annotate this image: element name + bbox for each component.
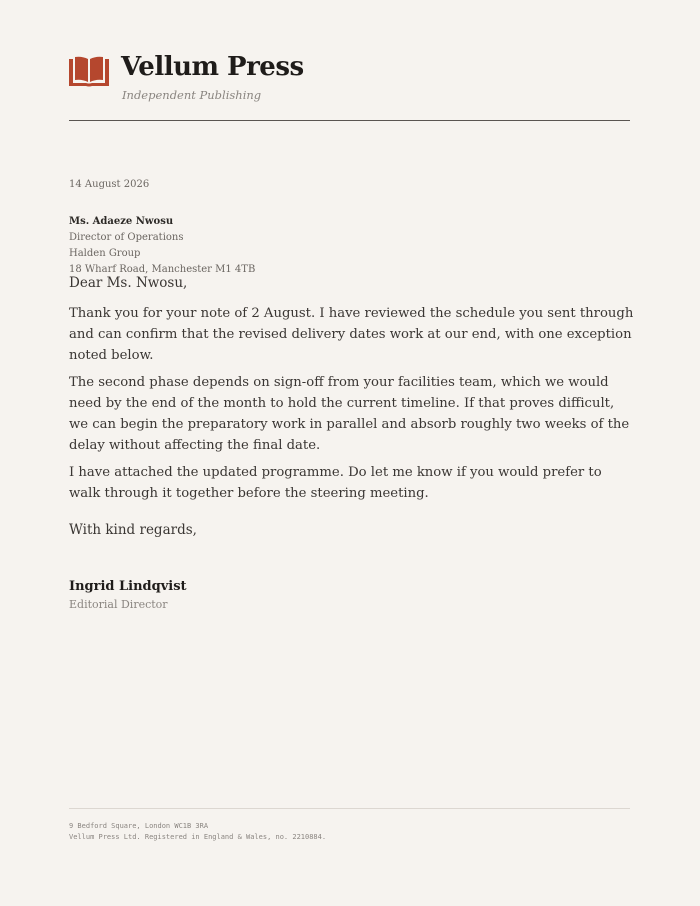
signer-title: Editorial Director	[69, 598, 168, 611]
closing: With kind regards,	[69, 522, 197, 538]
recipient-company: Halden Group	[69, 248, 141, 259]
letter-body	[69, 303, 635, 510]
recipient-block	[69, 214, 255, 278]
body-paragraph: I have attached the updated programme. Do let me know if you would prefer to walk through it together before the steering meeting.	[69, 465, 602, 501]
salutation: Dear Ms. Nwosu,	[69, 275, 188, 291]
footer	[69, 821, 326, 843]
footer-address: 9 Bedford Square, London WC1B 3RA	[69, 822, 209, 830]
body-paragraph: Thank you for your note of 2 August. I have reviewed the schedule you sent through and can confirm that the revised delivery dates work at our end, with one exception noted below.	[69, 306, 634, 363]
recipient-name: Ms. Adaeze Nwosu	[69, 216, 174, 227]
footer-registration: Vellum Press Ltd. Registered in England & Wales, no. 2210884.	[69, 833, 327, 841]
letter-date: 14 August 2026	[69, 179, 150, 190]
body-paragraph: The second phase depends on sign-off from your facilities team, which we would need by the end of the month to hold the current timeline. If that proves difficult, we can begin the preparatory work in parallel and absorb roughly two weeks of the delay without affecting the final date.	[69, 375, 630, 453]
brand-tagline: Independent Publishing	[122, 88, 262, 102]
brand-name: Vellum Press	[121, 52, 304, 82]
letterhead	[69, 52, 630, 121]
recipient-title: Director of Operations	[69, 232, 184, 243]
signer-name: Ingrid Lindqvist	[69, 579, 187, 594]
recipient-address: 18 Wharf Road, Manchester M1 4TB	[69, 264, 256, 275]
footer-divider	[69, 808, 630, 809]
open-book-icon	[69, 56, 109, 88]
